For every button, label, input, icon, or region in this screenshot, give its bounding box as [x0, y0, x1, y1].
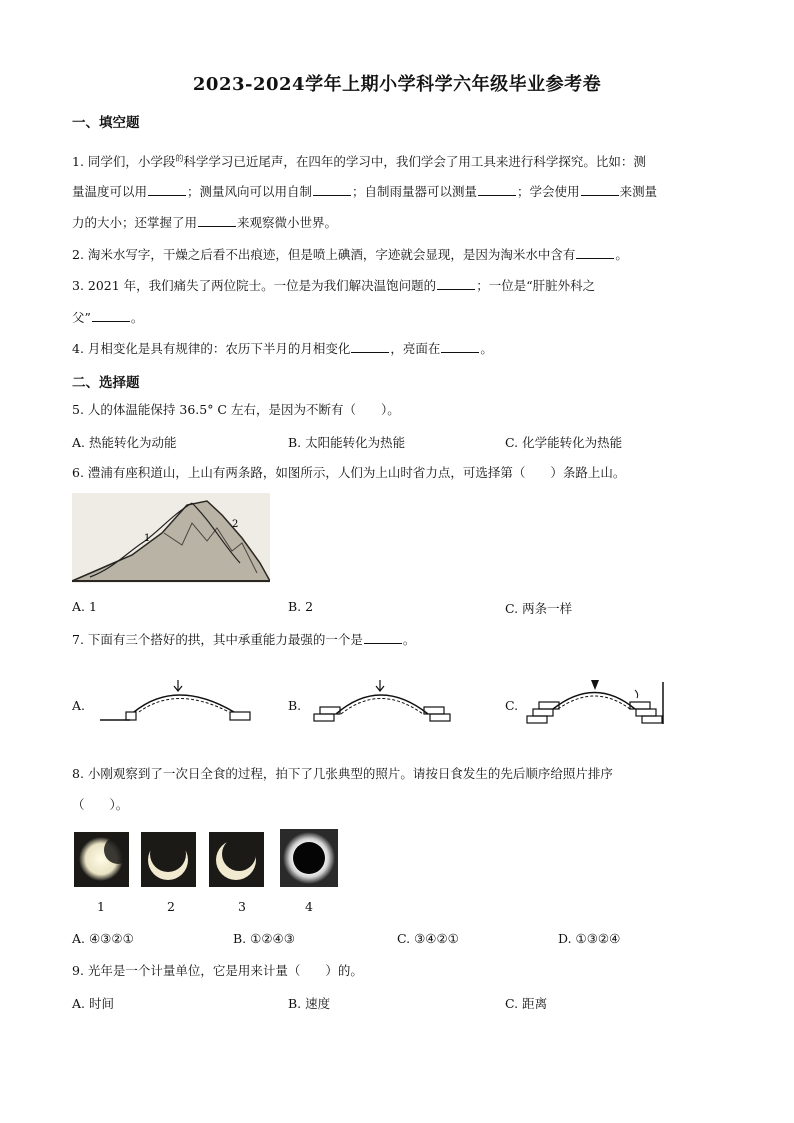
q1-line3: [72, 214, 337, 231]
q1-text: 来测量: [619, 184, 658, 199]
q4-text: 。: [480, 341, 493, 356]
q7-option-b[interactable]: B.: [288, 698, 302, 713]
q1-text: 量温度可以用: [72, 184, 148, 199]
arch-b-figure: [310, 676, 470, 722]
q3-text: 3. 2021 年，我们痛失了两位院士。一位是为我们解决温饱问题的: [72, 278, 437, 293]
q2-text: 2. 淘米水写字，干燥之后看不出痕迹，但是喷上碘酒，字迹就会显现，是因为淘米水中含有: [72, 247, 576, 262]
mountain-figure: [72, 493, 270, 583]
q1-text: ；学会使用: [517, 184, 580, 199]
q3-text: 父”: [72, 310, 91, 325]
answer-blank[interactable]: [198, 214, 236, 227]
q7-option-c[interactable]: C.: [505, 698, 519, 713]
q3-text: ；一位是“肝脏外科之: [476, 278, 596, 293]
eclipse-photo-2: [141, 832, 196, 887]
q1-text: 科学学习已近尾声，在四年的学习中，我们学会了用工具来进行科学探究。比如：测: [183, 154, 646, 170]
q9-option-c[interactable]: C. 距离: [505, 996, 548, 1011]
q7-text: 7. 下面有三个搭好的拱，其中承重能力最强的一个是: [72, 632, 363, 647]
path-2-label: 2: [232, 519, 239, 530]
photo-caption-2: 2: [167, 899, 175, 914]
q1-text: ；自制雨量器可以测量: [352, 184, 478, 199]
q4-line: [72, 340, 493, 357]
answer-blank[interactable]: [313, 183, 351, 196]
q5-option-c[interactable]: C. 化学能转化为热能: [505, 435, 623, 450]
eclipse-2-drawing: [141, 832, 196, 887]
q1-line1: [72, 151, 646, 170]
q7-text: 。: [402, 632, 416, 647]
q9-stem: 9. 光年是一个计量单位，它是用来计量（ ）的。: [72, 963, 363, 978]
arch-a-figure: [96, 676, 256, 722]
eclipse-photo-3: [209, 832, 264, 887]
path-1-label: 1: [144, 533, 151, 544]
q3-text: 。: [130, 310, 144, 325]
q8-line2: （ ）。: [72, 797, 129, 812]
section-fill-in-blank: 一、填空题: [72, 115, 140, 131]
answer-blank[interactable]: [441, 340, 479, 353]
exam-title: 2023-2024学年上期小学科学六年级毕业参考卷: [192, 74, 602, 95]
eclipse-4-drawing: [280, 829, 338, 887]
eclipse-photo-1: [74, 832, 129, 887]
q6-option-b[interactable]: B. 2: [288, 599, 314, 614]
q6-stem: 6. 澧浦有座积道山，上山有两条路，如图所示，人们为上山时省力点，可选择第（ ）条路上山。: [72, 465, 626, 480]
eclipse-1-drawing: [74, 832, 129, 887]
q5-option-a[interactable]: A. 热能转化为动能: [72, 435, 177, 450]
q1-text: 来观察微小世界。: [237, 215, 338, 230]
q9-option-a[interactable]: A. 时间: [72, 996, 114, 1011]
q5-stem: 5. 人的体温能保持 36.5° C 左右，是因为不断有（ ）。: [72, 402, 400, 417]
q8-line1: 8. 小刚观察到了一次日全食的过程，拍下了几张典型的照片。请按日食发生的先后顺序给照片排序: [72, 766, 613, 781]
answer-blank[interactable]: [92, 309, 130, 322]
q1-text: ；测量风向可以用自制: [187, 184, 313, 199]
q2-text: 。: [615, 247, 628, 262]
q1-text: 力的大小；还掌握了用: [72, 215, 198, 230]
q9-option-b[interactable]: B. 速度: [288, 996, 331, 1011]
answer-blank[interactable]: [148, 183, 186, 196]
answer-blank[interactable]: [576, 246, 614, 259]
eclipse-3-drawing: [209, 832, 264, 887]
answer-blank[interactable]: [478, 183, 516, 196]
photo-caption-3: 3: [238, 899, 246, 914]
q6-option-a[interactable]: A. 1: [72, 599, 97, 614]
q2-line: [72, 246, 628, 263]
q8-option-a[interactable]: A. ④③②①: [72, 931, 134, 946]
answer-blank[interactable]: [364, 631, 402, 644]
q8-option-b[interactable]: B. ①②④③: [233, 931, 295, 946]
arch-c-figure: [525, 676, 670, 726]
q4-text: 4. 月相变化是具有规律的：农历下半月的月相变化: [72, 341, 351, 356]
photo-caption-4: 4: [305, 899, 313, 914]
q4-text: ，亮面在: [390, 341, 441, 356]
eclipse-photo-4: [280, 829, 338, 887]
answer-blank[interactable]: [437, 277, 475, 290]
answer-blank[interactable]: [351, 340, 389, 353]
q7-stem: [72, 631, 415, 648]
q5-option-b[interactable]: B. 太阳能转化为热能: [288, 435, 406, 450]
q7-option-a[interactable]: A.: [72, 698, 86, 713]
section-multiple-choice: 二、选择题: [72, 375, 140, 391]
q8-option-d[interactable]: D. ①③②④: [558, 931, 621, 946]
q1-text: 1. 同学们，小学段: [72, 154, 176, 170]
answer-blank[interactable]: [581, 183, 619, 196]
q3-line1: [72, 277, 595, 294]
mountain-drawing: [72, 493, 270, 583]
q6-option-c[interactable]: C. 两条一样: [505, 601, 573, 616]
q8-option-c[interactable]: C. ③④②①: [397, 931, 459, 946]
q1-mark: 的: [175, 154, 184, 163]
photo-caption-1: 1: [97, 899, 105, 914]
q1-line2: [72, 183, 657, 200]
q3-line2: [72, 309, 143, 326]
